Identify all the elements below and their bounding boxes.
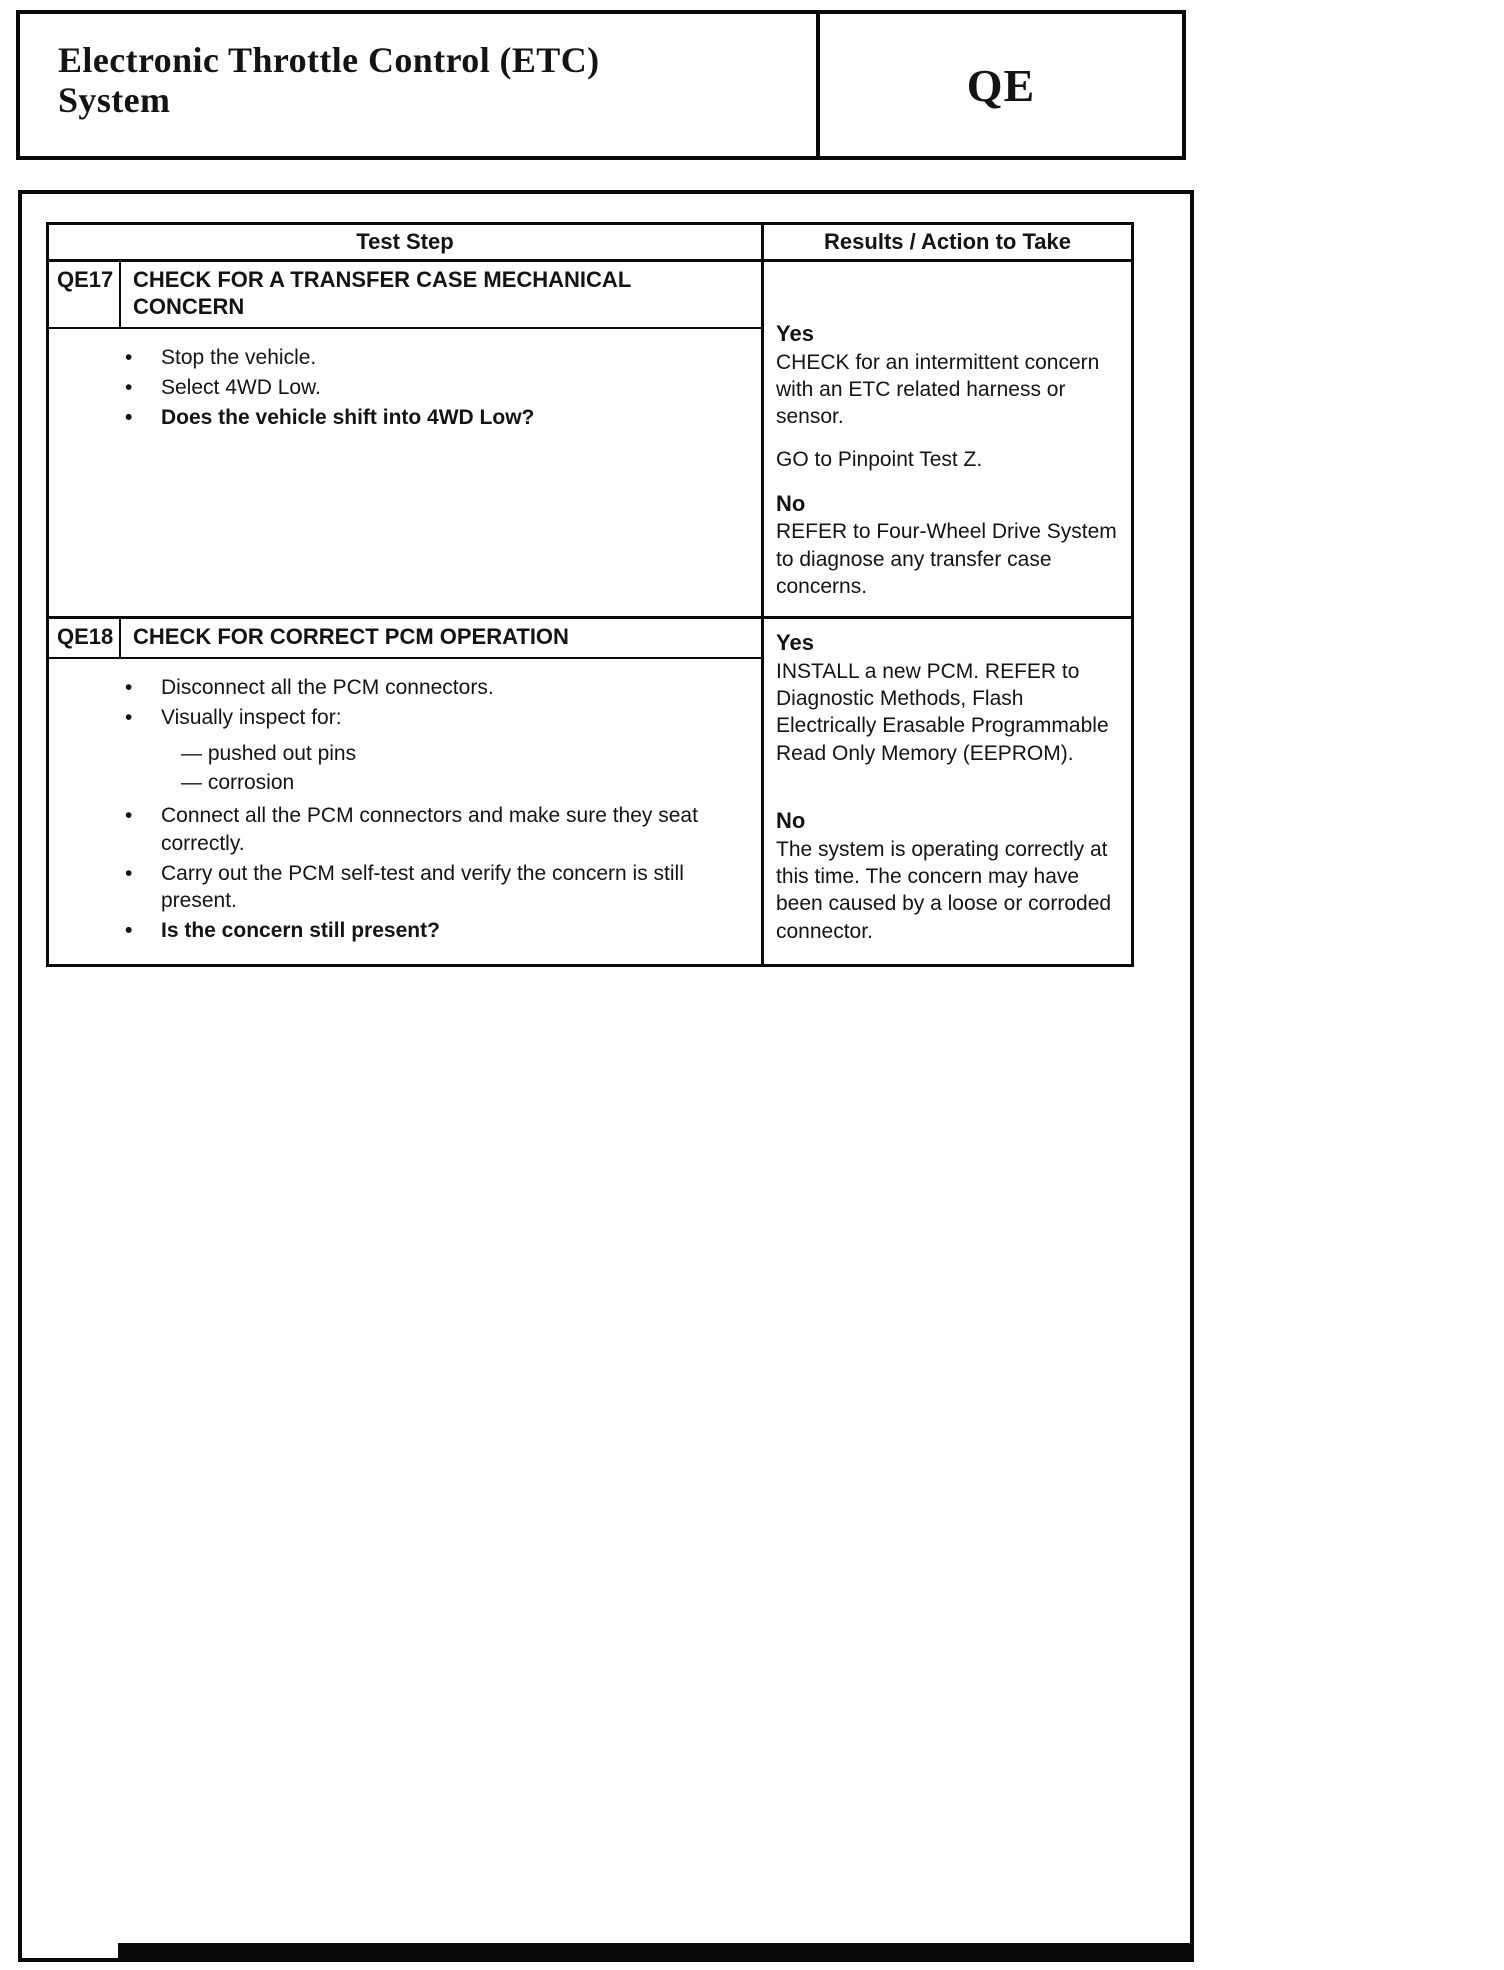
qe18-step-list (49, 659, 761, 964)
qe17-results-cell (761, 262, 1131, 616)
bullet-icon (125, 404, 161, 431)
qe17-step-id: QE17 (49, 262, 121, 327)
substep-text: — pushed out pins (181, 741, 357, 765)
step-text: Select 4WD Low. (161, 375, 321, 399)
substep-text: — corrosion (181, 770, 295, 794)
result-yes-label: Yes (776, 630, 814, 656)
table-header-row (49, 225, 1131, 262)
qe18-step-id: QE18 (49, 619, 121, 657)
list-item (49, 860, 739, 915)
section-code: QE (966, 59, 1036, 111)
bullet-icon (125, 802, 161, 857)
step-text: Disconnect all the PCM connectors. (161, 676, 494, 700)
step-question-text: Does the vehicle shift into 4WD Low? (161, 406, 535, 430)
bullet-icon (125, 374, 161, 401)
bullet-icon (125, 860, 161, 915)
bullet-icon (125, 344, 161, 371)
bullet-icon (125, 674, 161, 701)
result-yes-label: Yes (776, 321, 814, 346)
bullet-icon (125, 917, 161, 944)
result-yes-action: CHECK for an intermittent concern with an ETC related harness or sensor. (776, 350, 1100, 429)
list-item (49, 704, 739, 731)
page-footer-bar (118, 1943, 1190, 1958)
list-item (49, 674, 739, 701)
list-item (49, 344, 739, 371)
table-row-qe18 (49, 619, 1131, 964)
qe18-substep-list (49, 740, 739, 797)
step-text: Stop the vehicle. (161, 345, 317, 369)
result-no-label: No (776, 490, 806, 516)
list-item (49, 917, 739, 944)
page-title: Electronic Throttle Control (ETC) System (58, 40, 600, 121)
qe18-test-step-cell (49, 619, 761, 964)
result-no-action: The system is operating correctly at this time. The concern may have been caused by a loose or corroded connector. (776, 837, 1112, 943)
result-no-label: No (776, 808, 806, 834)
list-item (49, 374, 739, 401)
result-yes-action: INSTALL a new PCM. REFER to Diagnostic Methods, Flash Electrically Erasable Programmable Read Only Memory (EEPROM). (776, 659, 1109, 765)
qe17-step-title: CHECK FOR A TRANSFER CASE MECHANICAL CONCERN (133, 267, 631, 319)
list-item (49, 802, 739, 857)
content-box (18, 190, 1194, 1962)
qe18-title-bar (49, 619, 761, 659)
column-header-test-step: Test Step (356, 229, 454, 254)
header-title-cell (20, 14, 820, 156)
qe17-test-step-cell (49, 262, 761, 616)
step-text: Connect all the PCM connectors and make sure they seat correctly. (161, 804, 698, 855)
step-question-text: Is the concern still present? (161, 919, 440, 943)
step-text: Carry out the PCM self-test and verify the concern is still present. (161, 861, 684, 913)
bullet-icon (125, 704, 161, 731)
qe17-step-list (49, 329, 761, 451)
table-row-qe17 (49, 262, 1131, 619)
qe17-title-bar (49, 262, 761, 329)
list-item (49, 404, 739, 431)
qe18-step-title: CHECK FOR CORRECT PCM OPERATION (133, 624, 569, 650)
page-header (16, 10, 1186, 160)
column-header-results: Results / Action to Take (761, 225, 1131, 259)
header-code-cell (820, 14, 1182, 156)
qe18-results-cell (761, 619, 1131, 964)
step-text: Visually inspect for: (161, 706, 342, 730)
result-goto-action: GO to Pinpoint Test Z. (776, 448, 983, 472)
result-no-action: REFER to Four-Wheel Drive System to diagnose any transfer case concerns. (776, 520, 1117, 598)
pinpoint-test-table (46, 222, 1134, 967)
